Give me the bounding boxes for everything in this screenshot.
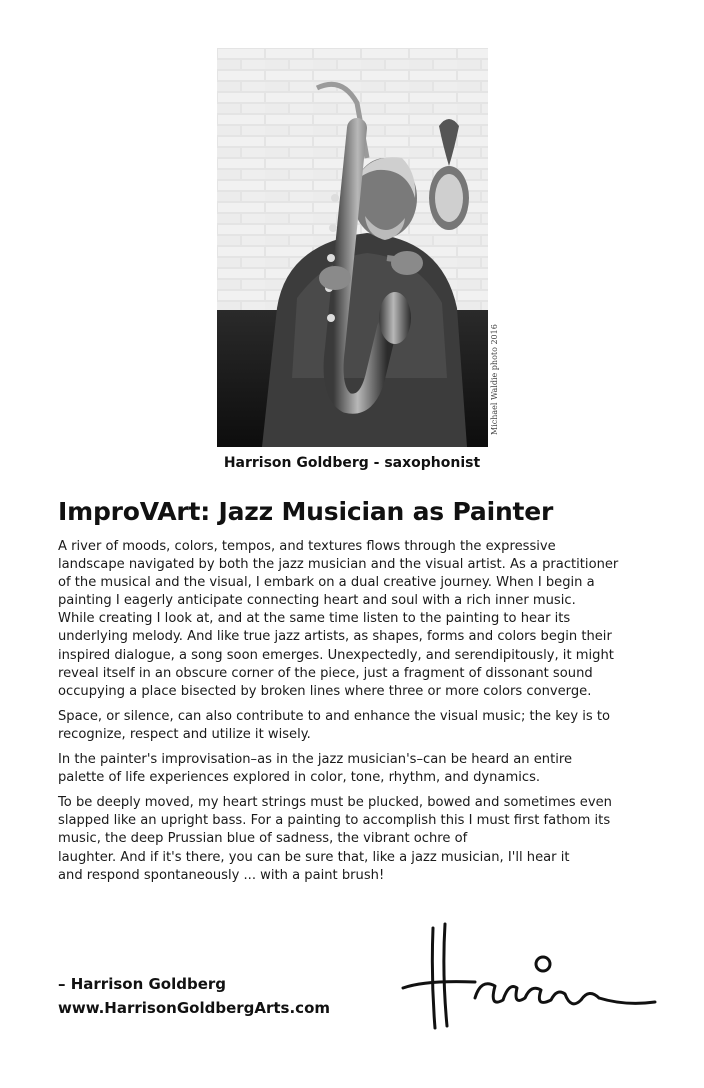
author-website-link[interactable]: www.HarrisonGoldbergArts.com (58, 999, 331, 1017)
paragraph: In the painter's improvisation–as in the jazz musician's–can be heard an entire palette of life experiences explored in color, tone, rhythm, and dynamics. (58, 752, 573, 786)
paragraph: Space, or silence, can also contribute to and enhance the visual music; the key is to recognize, respect and utilize it wisely. (58, 708, 611, 742)
author-name: – Harrison Goldberg (58, 975, 227, 993)
saxophonist-photo (217, 48, 488, 447)
paragraph: A river of moods, colors, tempos, and textures flows through the expressive landscape navigated by both the jazz musician and the visual artist. As a practitioner of the musical and the visual, I embark on a dual creative journey. When I begin a painting I eagerly anticipate connecting heart and soul with a rich inner music. While creating I look at, and at the same time listen to the painting to hear its underlying melody. And like true jazz artists, as shapes, forms and colors begin their inspired dialogue, a song soon emerges. Unexpectedly, and serendipitously, it might reveal itself in an obscure corner of the piece, just a fragment of dissonant sound occupying a place bisected by broken lines where three or more colors converge. (58, 539, 619, 699)
author-block (58, 972, 330, 1020)
photo-credit: Michael Waldie photo 2016 (490, 324, 499, 435)
handwritten-signature (385, 918, 665, 1033)
page-title: ImproVArt: Jazz Musician as Painter (58, 497, 554, 526)
photo-caption: Harrison Goldberg - saxophonist (223, 455, 481, 471)
article-body (58, 538, 678, 892)
paragraph: To be deeply moved, my heart strings must be plucked, bowed and sometimes even slapped like an upright bass. For a painting to accomplish this I must first fathom its music, the deep Prussian blue of sadness, the vibrant ochre of laughter. And if it's there, you can be sure that, like a jazz musician, I'll hear it and respond spontaneously ... with a paint brush! (58, 795, 612, 883)
